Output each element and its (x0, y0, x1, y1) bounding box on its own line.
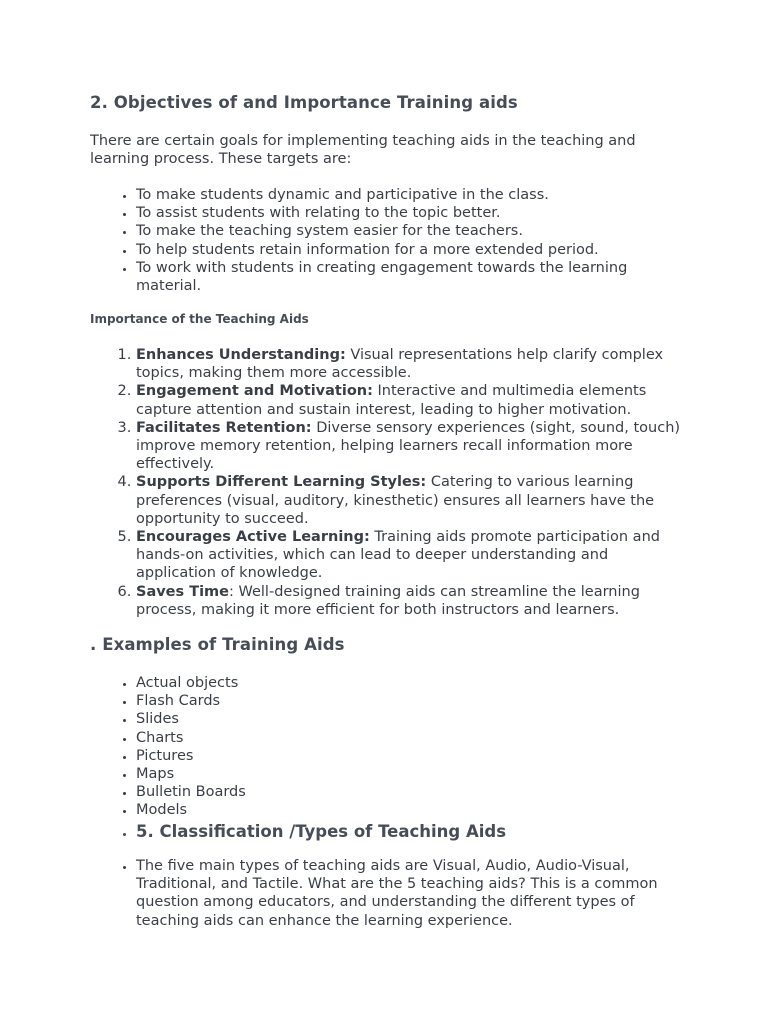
item-text: Catering to various learning preferences (visual, auditory, kinesthetic) ensures all learners have the opportunity to succeed. (136, 474, 655, 527)
item-text: Visual representations help clarify complex topics, making them more accessible. (136, 347, 664, 382)
section-2-title: 2. Objectives of and Importance Training aids (90, 93, 518, 112)
list-item: • To make the teaching system easier for the teachers. (136, 222, 686, 240)
item-term: Saves Time (136, 583, 229, 600)
item-term: Encourages Active Learning: (136, 529, 370, 546)
importance-list (90, 346, 690, 619)
item-text: Training aids promote participation and hands-on activities, which can lead to deeper understanding and application of knowledge. (136, 529, 660, 582)
list-item: • To work with students in creating engagement towards the learning material. (136, 259, 686, 295)
list-item (136, 419, 690, 474)
list-item (136, 473, 690, 528)
list-item: • Bulletin Boards (136, 783, 736, 801)
classification-list (90, 857, 690, 930)
item-term: Enhances Understanding: (136, 347, 346, 363)
list-item: • Charts (136, 729, 736, 747)
importance-title: Importance of the Teaching Aids (90, 312, 309, 326)
list-item: • To make students dynamic and participative in the class. (136, 186, 686, 204)
list-item: • Models (136, 801, 736, 819)
item-term: Facilitates Retention: (136, 419, 312, 436)
item-text: Interactive and multimedia elements capture attention and sustain interest, leading to higher motivation. (136, 383, 647, 418)
list-item: • Maps (136, 765, 736, 783)
list-item: • Slides (136, 710, 736, 728)
section-2-intro: There are certain goals for implementing teaching aids in the teaching and learning process. These targets are: (90, 133, 636, 167)
classification-heading: • 5. Classification /Types of Teaching Aids (136, 821, 736, 843)
list-item: • To help students retain information for a more extended period. (136, 241, 686, 259)
list-item: • The five main types of teaching aids are Visual, Audio, Audio-Visual, Traditional, and Tactile. What are the 5 teaching aids? This is a common question among educators, and understanding the different types of teaching aids can enhance the learning experience. (136, 857, 690, 930)
item-term: Engagement and Motivation: (136, 383, 373, 400)
item-term: Supports Different Learning Styles: (136, 474, 427, 491)
list-item (136, 382, 690, 418)
item-text: : Well-designed training aids can streamline the learning process, making it more efficient for both instructors and learners. (136, 583, 640, 618)
examples-list (90, 674, 736, 843)
item-text: Diverse sensory experiences (sight, sound, touch) improve memory retention, helping learners recall information more effectively. (136, 419, 681, 473)
list-item: • Flash Cards (136, 692, 736, 710)
list-item (136, 528, 690, 583)
list-item: • Pictures (136, 747, 736, 765)
list-item (136, 346, 690, 382)
list-item (136, 583, 690, 619)
list-item: • To assist students with relating to the topic better. (136, 204, 686, 222)
examples-title: . Examples of Training Aids (90, 635, 345, 654)
goals-list (90, 186, 686, 295)
list-item: • Actual objects (136, 674, 736, 692)
